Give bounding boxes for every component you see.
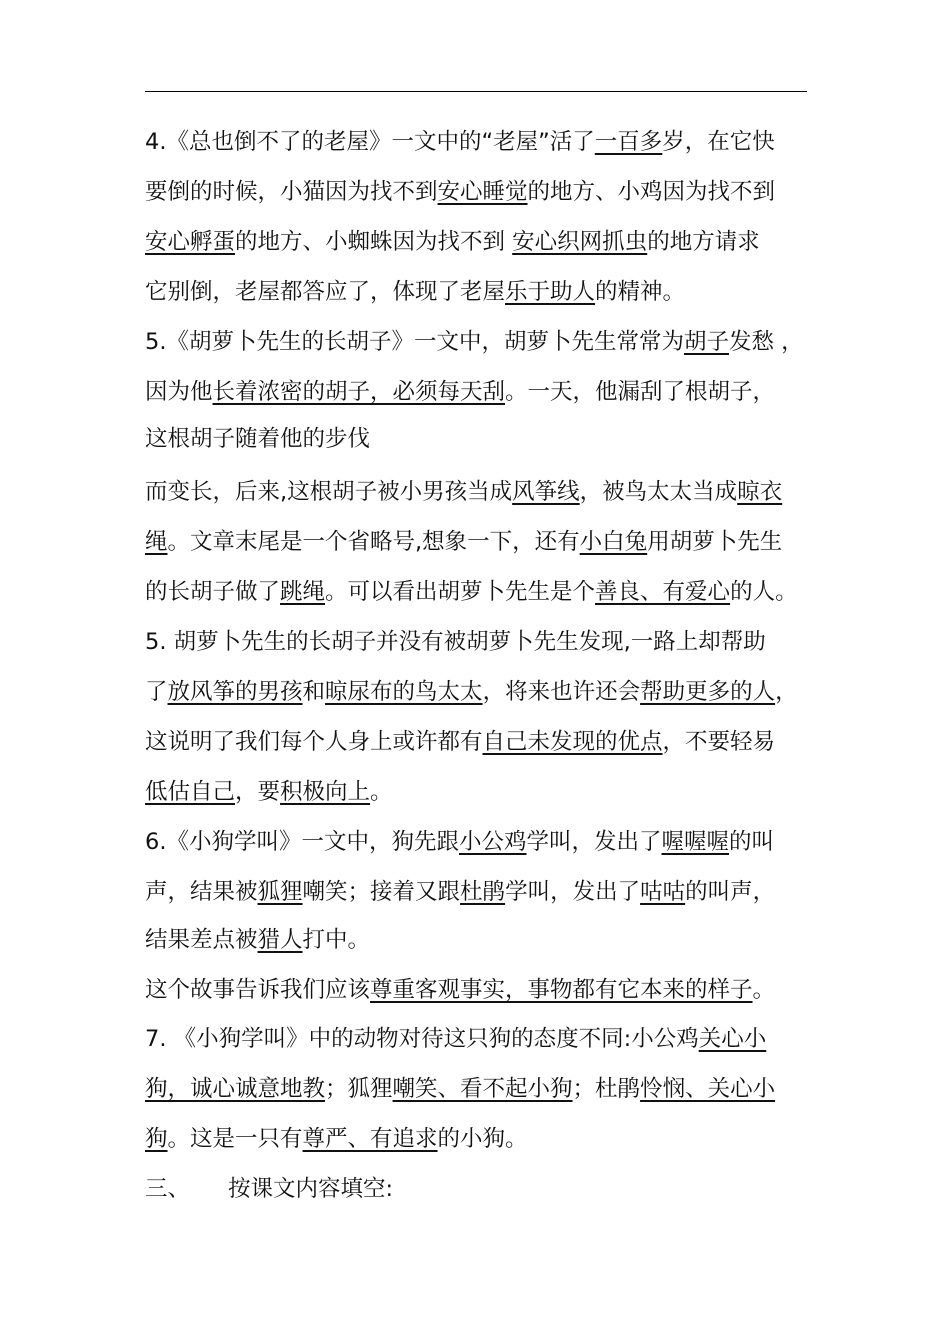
- answer-blank: 咕咕: [640, 879, 686, 905]
- line-text: 因为他: [145, 379, 213, 405]
- text-line: [145, 227, 760, 257]
- answer-blank: 帮助更多的人: [640, 679, 776, 705]
- line-text: 。文章末尾是一个省略号,想象一下，还有: [167, 529, 580, 555]
- line-text: ；狐狸: [325, 1076, 393, 1102]
- answer-blank: 绳: [145, 529, 168, 555]
- section-heading: [145, 1174, 393, 1204]
- text-line: [145, 377, 775, 407]
- line-text: 学叫，发出了: [526, 829, 662, 855]
- line-text: ，要: [235, 779, 281, 805]
- line-text: 打中。: [302, 927, 371, 953]
- answer-blank: 自己未发现的优点: [482, 729, 663, 755]
- line-text: 6.《小狗学叫》一文中，狗先跟: [145, 829, 459, 855]
- answer-blank: 狗: [145, 1126, 168, 1152]
- header-rule: [145, 91, 807, 92]
- line-text: 要倒的时候，小猫因为找不到: [145, 179, 438, 205]
- line-text: 岁，在它快: [662, 129, 775, 155]
- answer-blank: 尊重客观事实，事物都有它本来的样子: [370, 977, 753, 1003]
- answer-blank: 跳绳: [280, 579, 326, 605]
- section-title: 按课文内容填空:: [228, 1176, 394, 1202]
- text-line: [145, 727, 775, 757]
- answer-blank: 小公鸡: [458, 829, 527, 855]
- answer-blank: 喔喔喔: [661, 829, 730, 855]
- text-line: [145, 975, 775, 1005]
- answer-blank: 尊严、有追求: [302, 1126, 438, 1152]
- text-line: [145, 1074, 775, 1104]
- text-line: [145, 277, 685, 307]
- answer-blank: 安心孵蛋: [145, 229, 236, 255]
- line-text: 4.《总也倒不了的老屋》一文中的“老屋”活了: [145, 129, 595, 155]
- line-text: 。这是一只有: [167, 1126, 303, 1152]
- line-text: 。可以看出胡萝卜先生是个: [325, 579, 596, 605]
- text-line: [145, 477, 782, 507]
- answer-blank: 长着浓密的胡子，必须每天刮: [212, 379, 506, 405]
- line-text: 的人。: [730, 579, 798, 605]
- text-line: [145, 627, 766, 657]
- answer-blank: 风筝线: [512, 479, 580, 505]
- line-text: ，将来也许还会: [482, 679, 641, 705]
- line-text: 5. 胡萝卜先生的长胡子并没有被胡萝卜先生发现,一路上却帮助: [145, 629, 766, 655]
- line-text: 的地方、小蜘蛛因为找不到: [235, 229, 513, 255]
- text-line: [145, 527, 782, 557]
- answer-blank: 关心小: [698, 1026, 767, 1052]
- line-text: 。: [752, 977, 776, 1003]
- text-line: [145, 925, 370, 955]
- text-line: [145, 327, 804, 357]
- answer-blank: 晾衣: [737, 479, 783, 505]
- line-text: ，不要轻易: [662, 729, 776, 755]
- line-text: 的小狗。: [437, 1126, 528, 1152]
- text-line: [145, 777, 393, 807]
- answer-blank: 狗，诚心诚意地教: [145, 1076, 326, 1102]
- answer-blank: 一百多: [594, 129, 663, 155]
- answer-blank: 怜悯、关心小: [640, 1076, 776, 1102]
- line-text: 了: [145, 679, 168, 705]
- line-text: 的地方请求: [647, 229, 760, 255]
- line-text: 和: [302, 679, 326, 705]
- line-text: 而变长，后来,这根胡子被小男孩当成: [145, 479, 513, 505]
- answer-blank: 狐狸: [257, 879, 303, 905]
- answer-blank: 胡子: [683, 329, 729, 355]
- text-line: [145, 424, 370, 454]
- line-text: 这根胡子随着他的步伐: [145, 426, 371, 452]
- line-text: 声，结果被: [145, 879, 258, 905]
- answer-blank: 晾尿布的鸟太太: [325, 679, 483, 705]
- line-text: 用胡萝卜先生: [647, 529, 783, 555]
- line-text: 。一天，他漏刮了根胡子，: [505, 379, 776, 405]
- line-text: 嘲笑；接着又跟: [302, 879, 461, 905]
- section-number: 三、: [145, 1176, 191, 1202]
- answer-blank: 杜鹃: [460, 879, 506, 905]
- line-text: 它别倒，老屋都答应了，体现了老屋: [145, 279, 506, 305]
- line-text: ；杜鹃: [572, 1076, 641, 1102]
- line-text: ，被鸟太太当成: [579, 479, 738, 505]
- line-text: 的精神。: [595, 279, 686, 305]
- text-line: [145, 677, 798, 707]
- line-text: 这个故事告诉我们应该: [145, 977, 371, 1003]
- line-text: 。: [370, 779, 393, 805]
- line-text: 这说明了我们每个人身上或许都有: [145, 729, 483, 755]
- answer-blank: 安心织网抓虫: [512, 229, 648, 255]
- answer-blank: 猎人: [257, 927, 303, 953]
- line-text: 发愁 ，: [728, 329, 804, 355]
- text-line: [145, 177, 775, 207]
- line-text: 学叫，发出了: [505, 879, 641, 905]
- answer-blank: 积极向上: [280, 779, 371, 805]
- text-line: [145, 577, 798, 607]
- line-text: ，: [775, 679, 798, 705]
- line-text: 的长胡子做了: [145, 579, 281, 605]
- line-text: 的叫声，: [685, 879, 776, 905]
- text-line: [145, 827, 774, 857]
- text-line: [145, 1024, 766, 1054]
- answer-blank: 小白兔: [579, 529, 648, 555]
- answer-blank: 低估自己: [145, 779, 236, 805]
- line-text: 结果差点被: [145, 927, 258, 953]
- answer-blank: 放风筝的男孩: [167, 679, 303, 705]
- line-text: 5.《胡萝卜先生的长胡子》一文中，胡萝卜先生常常为: [145, 329, 684, 355]
- text-line: [145, 1124, 528, 1154]
- line-text: 的叫: [729, 829, 775, 855]
- line-text: 的地方、小鸡因为找不到: [527, 179, 776, 205]
- answer-blank: 嘲笑、看不起小狗: [392, 1076, 573, 1102]
- line-text: 7. 《小狗学叫》中的动物对待这只狗的态度不同:小公鸡: [145, 1026, 699, 1052]
- answer-blank: 乐于助人: [505, 279, 596, 305]
- text-line: [145, 877, 775, 907]
- answer-blank: 善良、有爱心: [595, 579, 731, 605]
- answer-blank: 安心睡觉: [437, 179, 528, 205]
- text-line: [145, 127, 775, 157]
